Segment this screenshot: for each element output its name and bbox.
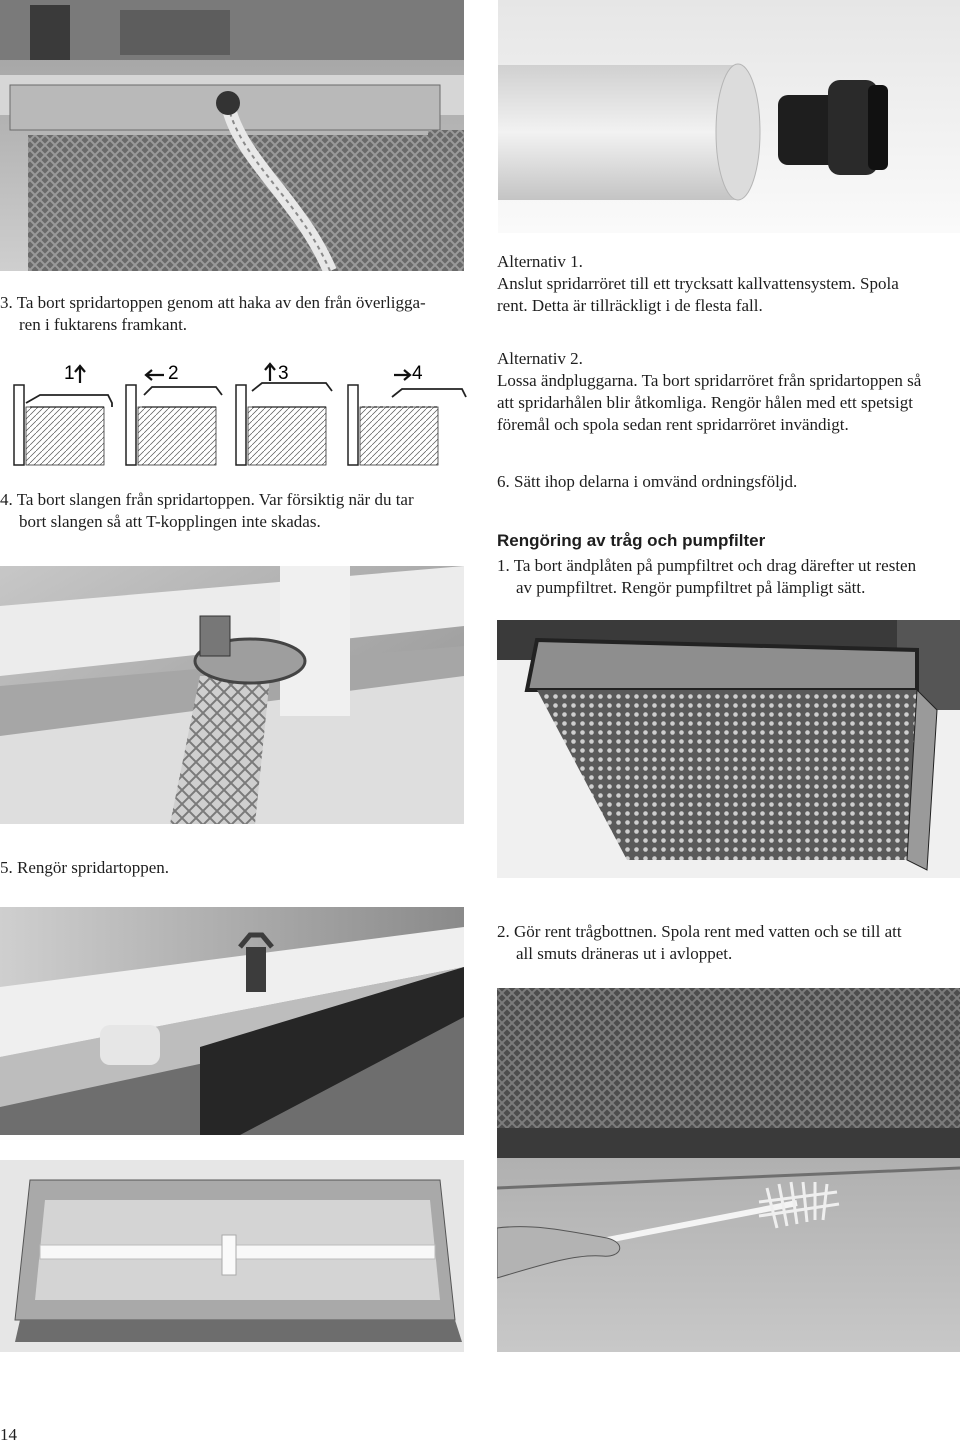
diagram-label-1: 1 — [64, 363, 75, 384]
diagram-step-1 — [14, 363, 112, 465]
alternative-1-line-2: rent. Detta är tillräckligt i de flesta fall. — [497, 296, 763, 315]
step-6-line: 6. Sätt ihop delarna i omvänd ordningsföljd. — [497, 472, 798, 491]
alternative-2-title: Alternativ 2. — [497, 349, 583, 368]
cleaning-step-2-line-1: 2. Gör rent trågbottnen. Spola rent med vatten och se till att — [497, 922, 902, 941]
alternative-2-line-2: att spridarhålen blir åtkomliga. Rengör hålen med ett spetsigt — [497, 393, 913, 412]
step-4-line-2: bort slangen så att T-kopplingen inte skadas. — [19, 512, 321, 531]
cleaning-step-1-text — [497, 555, 960, 599]
cleaning-step-1-line-1: 1. Ta bort ändplåten på pumpfiltret och drag därefter ut resten — [497, 556, 917, 575]
step-3-line-1: 3. Ta bort spridartoppen genom att haka av den från överligga- — [0, 293, 426, 312]
step-3-line-2: ren i fuktarens framkant. — [19, 315, 188, 334]
photo-humidifier-hose — [0, 0, 464, 271]
step-4-text — [0, 489, 470, 533]
alternative-2-line-1: Lossa ändpluggarna. Ta bort spridarröret från spridartoppen så — [497, 371, 922, 390]
diagram-step-4 — [348, 363, 466, 465]
alternative-2-line-3: föremål och spola sedan rent spridarröret invändigt. — [497, 415, 849, 434]
page-number: 14 — [0, 1425, 17, 1444]
alternative-1-text — [497, 251, 960, 317]
cleaning-heading: Rengöring av tråg och pumpfilter — [497, 531, 766, 550]
diagram-step-3 — [236, 363, 332, 465]
cleaning-step-2-line-2: all smuts dräneras ut i avloppet. — [516, 944, 733, 963]
alternative-2-text — [497, 348, 960, 436]
cleaning-step-2-text — [497, 921, 960, 965]
photo-trough-brush — [497, 988, 960, 1352]
step-3-text — [0, 292, 470, 336]
photo-hose-clamp — [0, 566, 464, 824]
photo-spreader-dismantled — [0, 1160, 464, 1352]
step-5-text — [0, 857, 470, 879]
diagram-step-2 — [126, 363, 222, 465]
step-5-line: 5. Rengör spridartoppen. — [0, 858, 170, 877]
photo-pump-filter — [497, 620, 960, 878]
diagram-label-3: 3 — [278, 363, 289, 384]
diagram-label-4: 4 — [412, 363, 423, 384]
alternative-1-title: Alternativ 1. — [497, 252, 583, 271]
cleaning-step-1-line-2: av pumpfiltret. Rengör pumpfiltret på lämpligt sätt. — [516, 578, 866, 597]
step-4-line-1: 4. Ta bort slangen från spridartoppen. Var försiktig när du tar — [0, 490, 414, 509]
photo-pipe-end-plug — [498, 0, 960, 233]
step-6-text — [497, 471, 960, 493]
photo-spreader-top — [0, 907, 464, 1135]
removal-steps-diagram — [0, 355, 470, 470]
alternative-1-line-1: Anslut spridarröret till ett trycksatt kallvattensystem. Spola — [497, 274, 899, 293]
diagram-label-2: 2 — [168, 363, 179, 384]
